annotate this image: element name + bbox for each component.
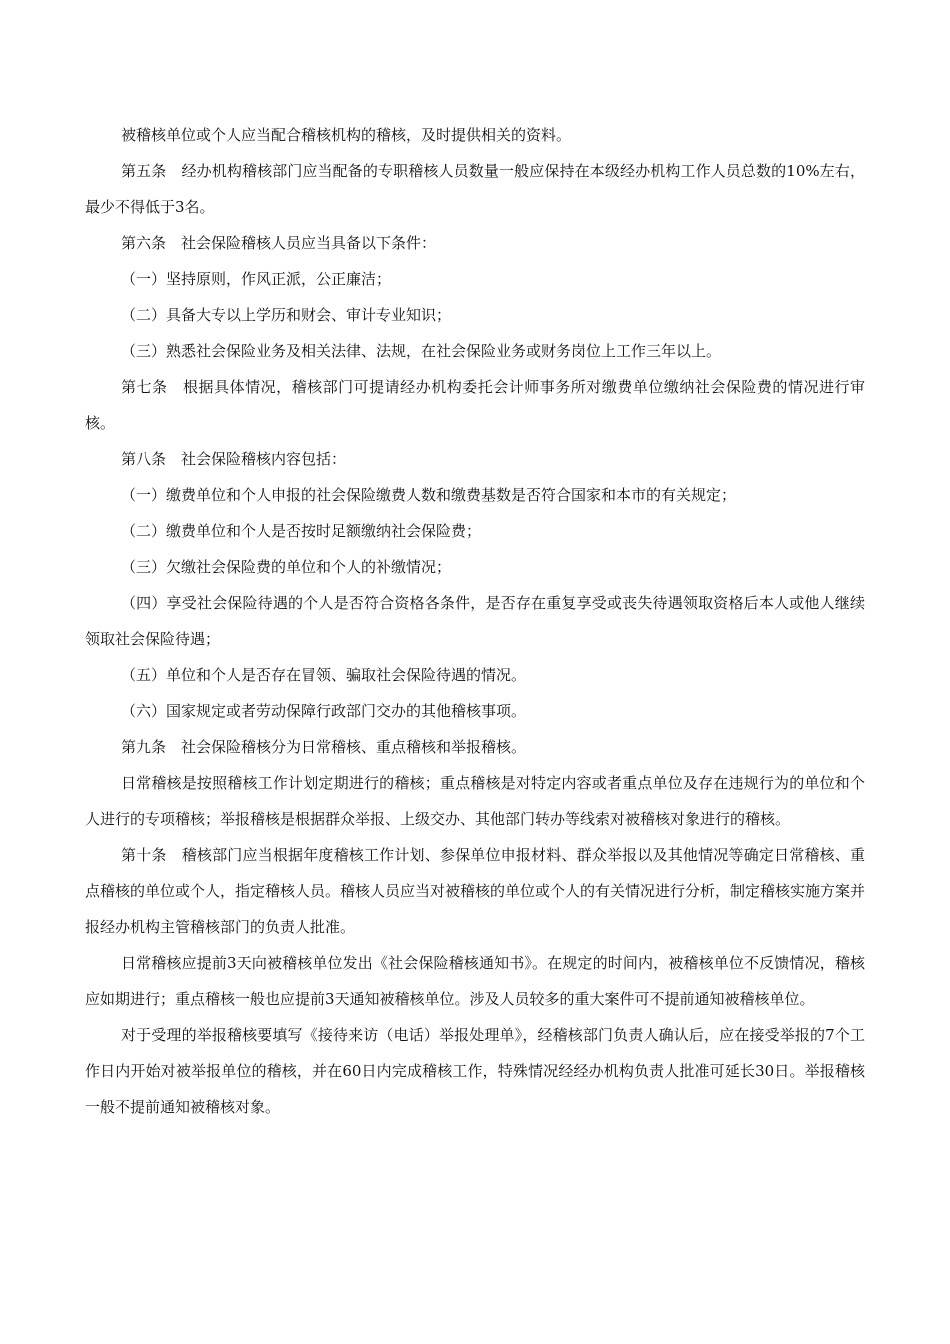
list-item-8-2: （二）缴费单位和个人是否按时足额缴纳社会保险费；: [121, 522, 482, 540]
paragraph-article-7: 第七条 根据具体情况，稽核部门可提请经办机构委托会计师事务所对缴费单位缴纳社会保险费的情况进行审核。: [85, 378, 865, 432]
document-body: [85, 117, 865, 1125]
paragraph-report-audit: 对于受理的举报稽核要填写《接待来访（电话）举报处理单》，经稽核部门负责人确认后，应在接受举报的7个工作日内开始对被举报单位的稽核，并在60日内完成稽核工作，特殊情况经经办机构负责人批准可延长30日。举报稽核一般不提前通知被稽核对象。: [85, 1026, 865, 1116]
list-item-8-6: （六）国家规定或者劳动保障行政部门交办的其他稽核事项。: [121, 702, 527, 720]
list-item-6-1: （一）坚持原则，作风正派，公正廉洁；: [121, 270, 392, 288]
list-item-8-1: （一）缴费单位和个人申报的社会保险缴费人数和缴费基数是否符合国家和本市的有关规定；: [121, 486, 737, 504]
paragraph-audit-types: 日常稽核是按照稽核工作计划定期进行的稽核；重点稽核是对特定内容或者重点单位及存在违规行为的单位和个人进行的专项稽核；举报稽核是根据群众举报、上级交办、其他部门转办等线索对被稽核对象进行的稽核。: [85, 774, 865, 828]
paragraph-routine-audit-notice: 日常稽核应提前3天向被稽核单位发出《社会保险稽核通知书》。在规定的时间内，被稽核单位不反馈情况，稽核应如期进行；重点稽核一般也应提前3天通知被稽核单位。涉及人员较多的重大案件可不提前通知被稽核单位。: [85, 954, 865, 1008]
list-item-8-4: （四）享受社会保险待遇的个人是否符合资格各条件，是否存在重复享受或丧失待遇领取资格后本人或他人继续领取社会保险待遇；: [85, 594, 865, 648]
list-item-8-5: （五）单位和个人是否存在冒领、骗取社会保险待遇的情况。: [121, 666, 527, 684]
list-item-6-3: （三）熟悉社会保险业务及相关法律、法规，在社会保险业务或财务岗位上工作三年以上。: [121, 342, 722, 360]
paragraph-article-9: 第九条 社会保险稽核分为日常稽核、重点稽核和举报稽核。: [121, 738, 527, 756]
list-item-8-3: （三）欠缴社会保险费的单位和个人的补缴情况；: [121, 558, 452, 576]
paragraph-article-6: 第六条 社会保险稽核人员应当具备以下条件：: [121, 234, 437, 252]
paragraph-article-5: 第五条 经办机构稽核部门应当配备的专职稽核人员数量一般应保持在本级经办机构工作人员总数的10%左右，最少不得低于3名。: [85, 162, 865, 216]
paragraph-article-10: 第十条 稽核部门应当根据年度稽核工作计划、参保单位申报材料、群众举报以及其他情况等确定日常稽核、重点稽核的单位或个人，指定稽核人员。稽核人员应当对被稽核的单位或个人的有关情况进行分析，制定稽核实施方案并报经办机构主管稽核部门的负责人批准。: [85, 846, 866, 936]
paragraph-article-8: 第八条 社会保险稽核内容包括：: [121, 450, 347, 468]
list-item-6-2: （二）具备大专以上学历和财会、审计专业知识；: [121, 306, 452, 324]
paragraph-cooperation: 被稽核单位或个人应当配合稽核机构的稽核，及时提供相关的资料。: [121, 126, 572, 144]
